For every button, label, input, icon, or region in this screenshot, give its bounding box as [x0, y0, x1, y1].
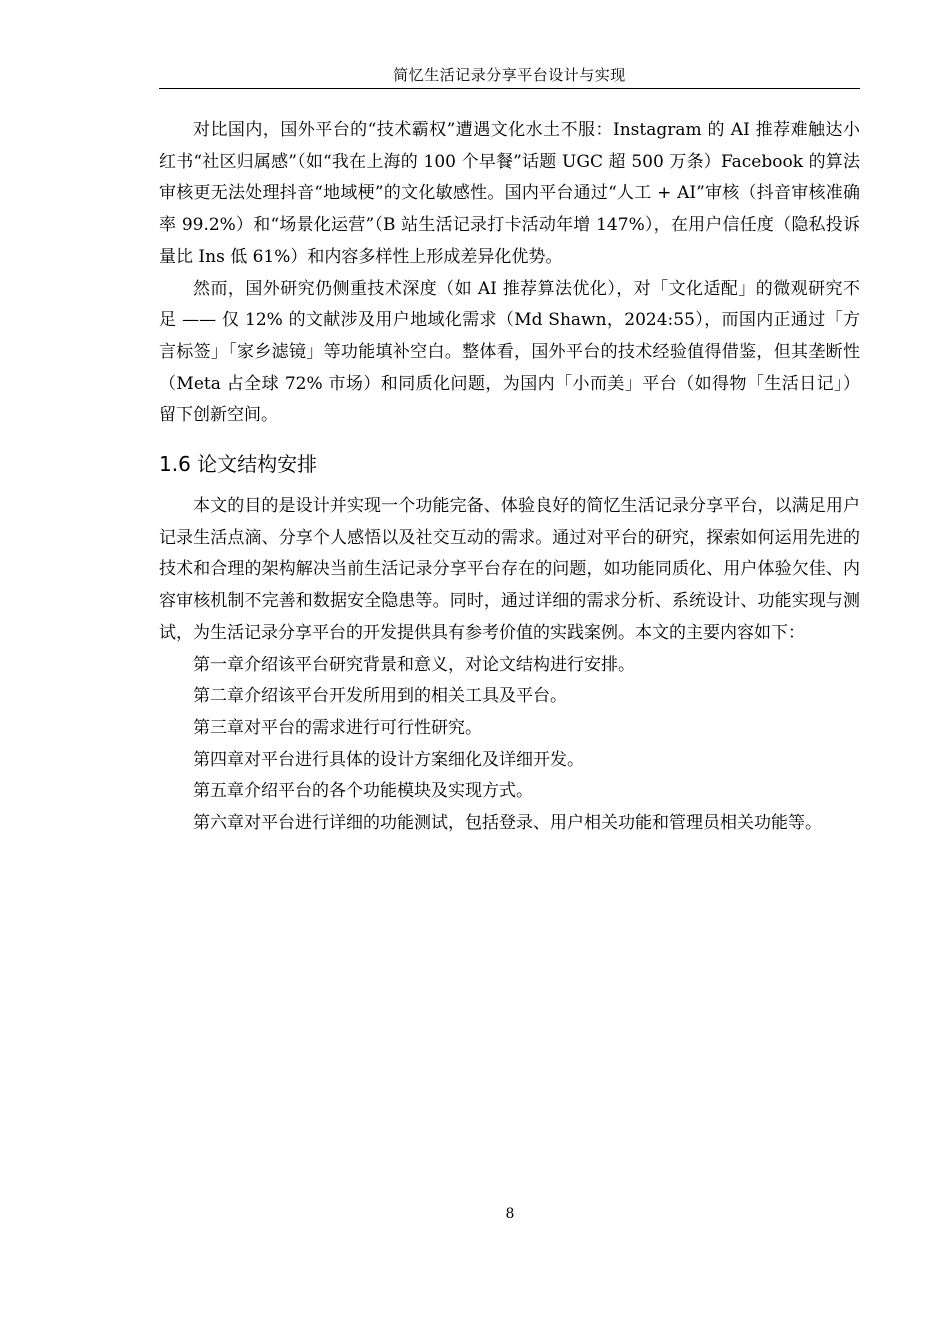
paragraph-comparison: 对比国内，国外平台的“技术霸权”遭遇文化水土不服：Instagram 的 AI 推荐难触达小红书“社区归属感”（如“我在上海的 100 个早餐”话题 UGC 超 500 万条）Facebook 的算法审核更无法处理抖音“地域梗”的文化敏感性。国内平台通过“人工 + AI”审核（抖音审核准确率 99.2%）和“场景化运营”（B 站生活记录打卡活动年增 147%），在用户信任度（隐私投诉量比 Ins 低 61%）和内容多样性上形成差异化优势。	[159, 120, 860, 267]
chapter-item-2: 第二章介绍该平台开发所用到的相关工具及平台。	[193, 686, 567, 707]
chapter-item-5: 第五章介绍平台的各个功能模块及实现方式。	[193, 781, 533, 802]
paragraph-purpose: 本文的目的是设计并实现一个功能完备、体验良好的简忆生活记录分享平台，以满足用户记录生活点滴、分享个人感悟以及社交互动的需求。通过对平台的研究，探索如何运用先进的技术和合理的架构解决当前生活记录分享平台存在的问题，如功能同质化、用户体验欠佳、内容审核机制不完善和数据安全隐患等。同时，通过详细的需求分析、系统设计、功能实现与测试，为生活记录分享平台的开发提供具有参考价值的实践案例。本文的主要内容如下：	[159, 496, 860, 643]
running-header: 简忆生活记录分享平台设计与实现	[159, 62, 860, 89]
section-heading: 1.6 论文结构安排	[159, 452, 318, 477]
chapter-list	[159, 650, 860, 840]
paragraph-research-gap: 然而，国外研究仍侧重技术深度（如 AI 推荐算法优化），对「文化适配」的微观研究不足 —— 仅 12% 的文献涉及用户地域化需求（Md Shawn，2024:55），而国内正通过「方言标签」「家乡滤镜」等功能填补空白。整体看，国外平台的技术经验值得借鉴，但其垄断性（Meta 占全球 72% 市场）和同质化问题，为国内「小而美」平台（如得物「生活日记」）留下创新空间。	[159, 278, 860, 426]
chapter-item-3: 第三章对平台的需求进行可行性研究。	[193, 717, 482, 738]
chapter-item-4: 第四章对平台进行具体的设计方案细化及详细开发。	[193, 749, 584, 770]
chapter-item-6: 第六章对平台进行详细的功能测试，包括登录、用户相关功能和管理员相关功能等。	[193, 813, 822, 834]
chapter-item-1: 第一章介绍该平台研究背景和意义，对论文结构进行安排。	[193, 654, 635, 675]
page-body	[159, 115, 860, 840]
page-number: 8	[505, 1206, 515, 1222]
